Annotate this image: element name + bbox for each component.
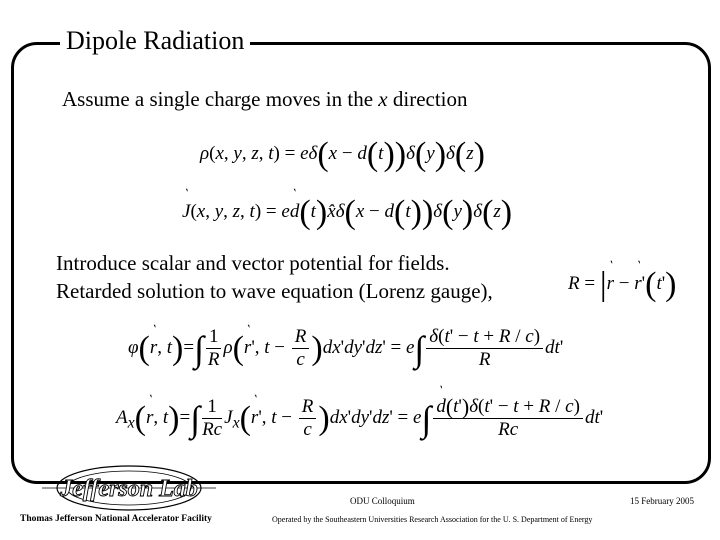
equation-charge-density: ρ(x, y, z, t) = eδ(x − d(t))δ(y)δ(z) (200, 136, 485, 173)
footer-event: ODU Colloquium (350, 496, 415, 506)
jefferson-lab-logo (40, 462, 218, 514)
equation-current-density: ‵ J(x, y, z, t) = e‵ d(t)x̂δ(x − d(t))δ(y)δ(z) (182, 196, 512, 230)
equation-distance: R = |‵ r − ‵ r'(t') (568, 268, 676, 302)
bullet-assume: Assume a single charge moves in the x direction (62, 87, 468, 111)
footer-lab-name: Thomas Jefferson National Accelerator Facility (20, 514, 212, 524)
bullet-retarded: Retarded solution to wave equation (Lorenz gauge), (56, 279, 493, 303)
svg-text:Jefferson Lab: Jefferson Lab (60, 476, 198, 502)
bullet-potentials: Introduce scalar and vector potential for fields. (56, 251, 450, 275)
slide-title: Dipole Radiation (60, 24, 250, 58)
footer-operator: Operated by the Southeastern Universities Research Association for the U. S. Department of Energy (272, 515, 593, 524)
footer-date: 15 February 2005 (630, 496, 694, 506)
equation-vector-potential: $A_x(‵$ r, t)=∫ $\frac{1}{Rc}$ $J_x(‵$ r', t − $\frac{R}{c}$ )dx'dy'dz' = e∫ ‵ $\frac{d(t')\delta(t' - t + R / c)}{Rc}$ dt' (116, 396, 603, 441)
equation-scalar-potential: φ(‵ r, t)=∫ $\frac{1}{R}$ ρ(‵ r', t − $\frac{R}{c}$ )dx'dy'dz' = e∫ $\frac{\delta(t' - t + R / c)}{R}$ dt' (128, 326, 563, 371)
